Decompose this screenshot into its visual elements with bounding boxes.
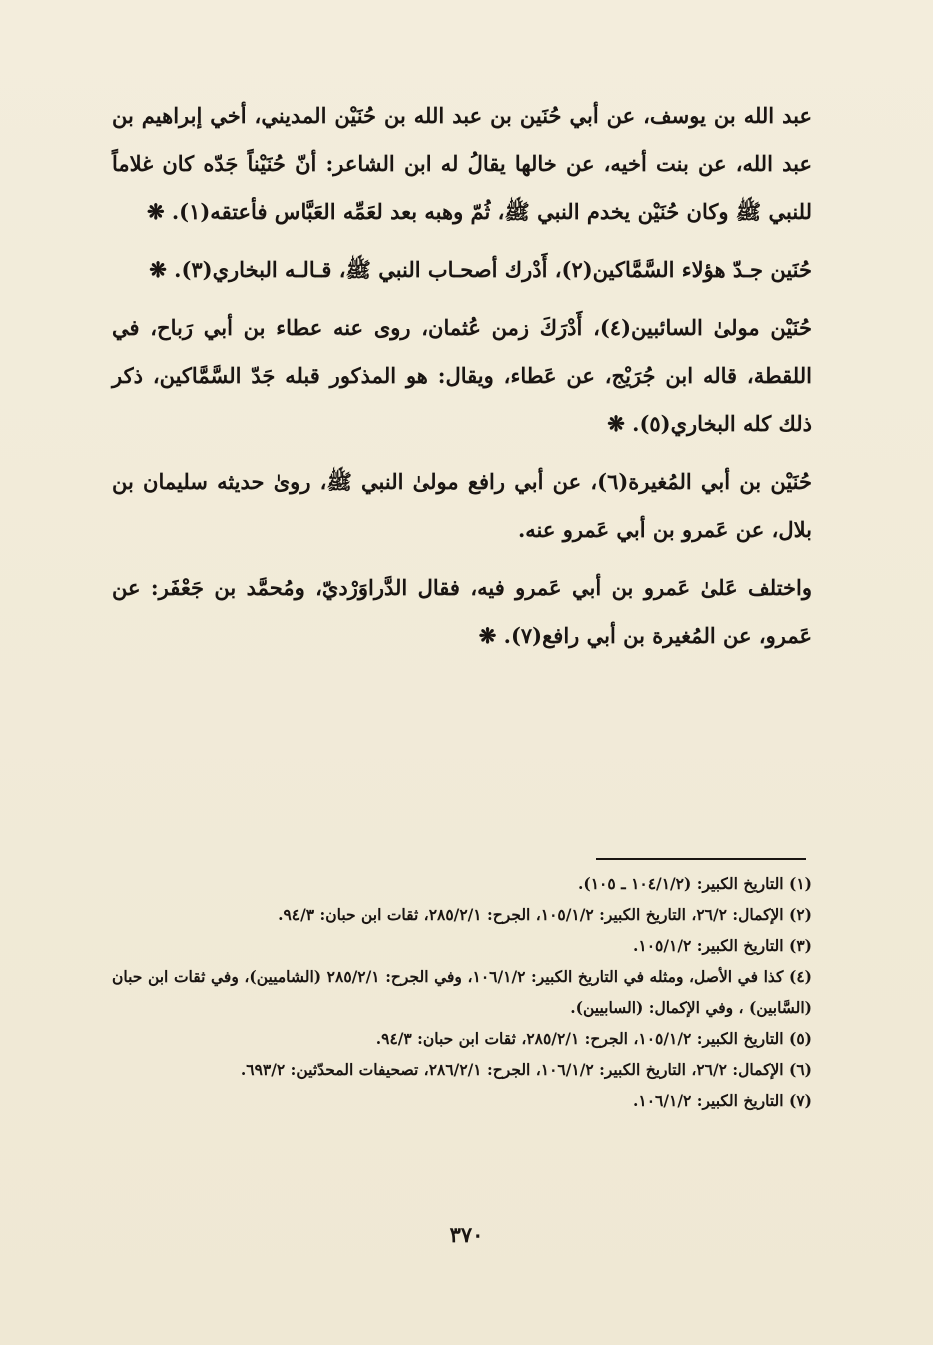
footnote: (٢) الإكمال: ٢٦/٢، التاريخ الكبير: ١٠٥/١/٢، الجرح: ٢٨٥/٢/١، ثقات ابن حبان: ٩٤/٣. [278,905,812,924]
entry-paragraph: حُنَيْن مولىٰ السائبين(٤)، أَدْرَكَ زمن عُثمان، روى عنه عطاء بن أبي رَباح، في اللقطة، قاله ابن جُرَيْج، عن عَطاء، ويقال: هو المذكور قبله جَدّ السَّمَّاكين، ذكر ذلك كله البخاري(٥). ❋ [112,315,812,436]
footnote: (٦) الإكمال: ٢٦/٢، التاريخ الكبير: ١٠٦/١/٢، الجرح: ٢٨٦/٢/١، تصحيفات المحدّثين: ٦٩٣/٢. [240,1060,812,1079]
page-number: ٣٧٠ [449,1222,484,1247]
entry-paragraph: حُنَيْن بن أبي المُغيرة(٦)، عن أبي رافع مولىٰ النبي ﷺ، روىٰ حديثه سليمان بن بلال، عن عَمرو بن أبي عَمرو عنه. [112,469,812,542]
footnote: (٥) التاريخ الكبير: ١٠٥/١/٢، الجرح: ٢٨٥/٢/١، ثقات ابن حبان: ٩٤/٣. [375,1029,812,1048]
main-text [112,92,812,670]
entry-paragraph: واختلف عَلىٰ عَمرو بن أبي عَمرو فيه، فقال الدَّراوَرْديّ، ومُحمَّد بن جَعْفَر: عن عَمرو، عن المُغيرة بن أبي رافع(٧). ❋ [112,575,812,648]
entry-paragraph: حُنَين جـدّ هؤلاء السَّمَّاكين(٢)، أَدْرك أصحـاب النبي ﷺ، قـالـه البخاري(٣). ❋ [149,257,812,282]
entry-paragraph: عبد الله بن يوسف، عن أبي حُنَين بن عبد الله بن حُنَيْن المديني، أخي إبراهيم بن عبد الله، عن بنت أخيه، عن خالها يقالُ له ابن الشاعر: أنّ حُنَيْناً جَدّه كان غلاماً للنبي ﷺ وكان حُنَيْن يخدم النبي ﷺ، ثُمّ وهبه بعد لعَمِّه العَبَّاس فأعتقه(١). ❋ [112,103,812,224]
footnote: (٤) كذا في الأصل، ومثله في التاريخ الكبير: ١٠٦/١/٢، وفي الجرح: ٢٨٥/٢/١ (الشاميين)، وفي ثقات ابن حبان (السَّابين) ، وفي الإكمال: (السابيين). [112,967,812,1017]
footnote: (٣) التاريخ الكبير: ١٠٥/١/٢. [632,936,812,955]
footnote-separator [596,858,806,860]
footnote: (٧) التاريخ الكبير: ١٠٦/١/٢. [632,1091,812,1110]
footnotes [112,868,812,1116]
footnote: (١) التاريخ الكبير: (١٠٤/١/٢ ـ ١٠٥). [578,874,812,893]
